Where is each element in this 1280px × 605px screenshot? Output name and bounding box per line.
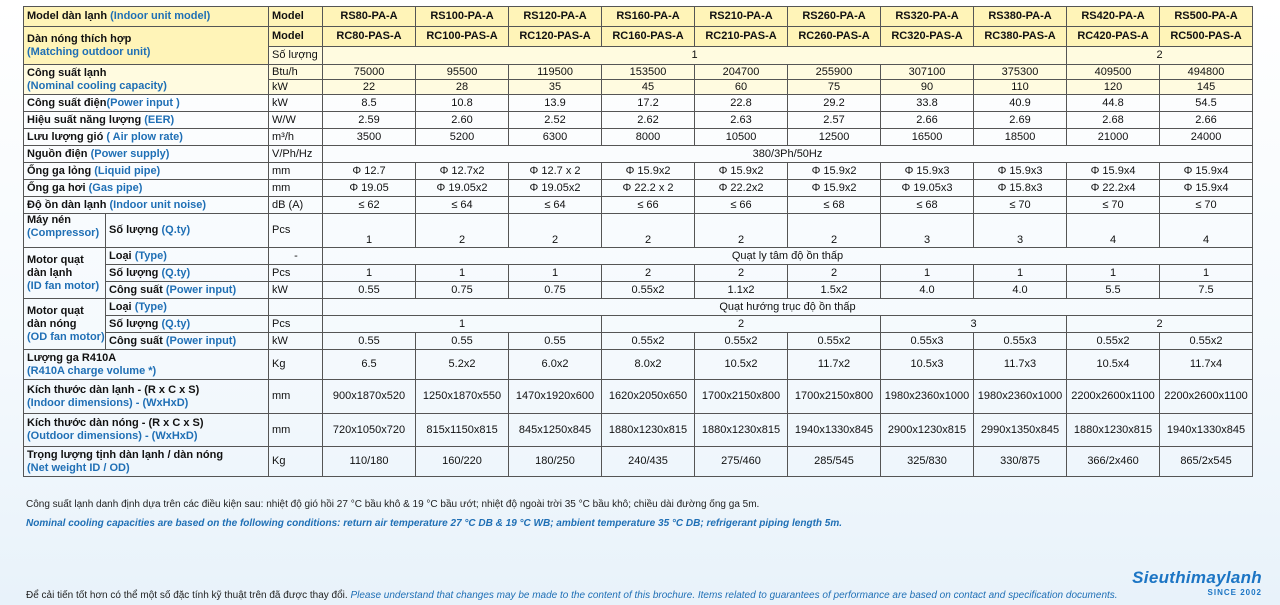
value-cell: 1880x1230x815 [602,414,695,447]
value-cell: 4 [1067,214,1160,248]
brand-since: SINCE 2002 [1207,588,1262,597]
airflow-label: Lưu lượng gió ( Air plow rate) [24,129,269,146]
value-cell: 845x1250x845 [509,414,602,447]
outdoor-model-row [24,27,1253,47]
value-cell: 275/460 [695,447,788,477]
id-fan-type-row [24,248,1253,265]
weight-label: Trọng lượng tịnh dàn lạnh / dàn nóng (Net weight ID / OD) [24,447,269,477]
value-cell: 1940x1330x845 [1160,414,1253,447]
value-cell: 2 [695,265,788,282]
value-cell: 1.1x2 [695,282,788,299]
value-cell: 2.60 [416,112,509,129]
value-cell: 409500 [1067,65,1160,80]
unit-cell: kW [269,333,323,350]
value-cell: 54.5 [1160,95,1253,112]
brand-logo [1132,568,1262,597]
value-cell: 0.55 [323,333,416,350]
value-cell: 160/220 [416,447,509,477]
value-cell: 0.55 [509,333,602,350]
indoor-model: RS80-PA-A [323,7,416,27]
value-cell: 380/3Ph/50Hz [323,146,1253,163]
value-cell: Φ 15.9x4 [1067,163,1160,180]
unit-cell: Pcs [269,214,323,248]
note-vietnamese: Công suất lạnh danh định dựa trên các điều kiện sau: nhiệt độ gió hồi 27 °C bầu khô & 19 °C bầu ướt; nhiệt độ ngoài trời 35 °C bầu khô; chiều dài đường ống ga 5m. [26,499,760,510]
value-cell: 10.5x3 [881,350,974,380]
value-cell: ≤ 66 [602,197,695,214]
value-cell: 18500 [974,129,1067,146]
value-cell: 1620x2050x650 [602,380,695,414]
outdoor-model: RC80-PAS-A [323,27,416,47]
outdoor-model: RC500-PAS-A [1160,27,1253,47]
value-cell: Φ 19.05 [323,180,416,197]
id-fan-qty-row [24,265,1253,282]
value-cell: 11.7x3 [974,350,1067,380]
value-cell: 2.68 [1067,112,1160,129]
value-cell: 11.7x4 [1160,350,1253,380]
eer-row [24,112,1253,129]
value-cell: 1 [881,265,974,282]
power-supply-label: Nguồn điện (Power supply) [24,146,269,163]
value-cell: 6.5 [323,350,416,380]
value-cell: 16500 [881,129,974,146]
outdoor-model: RC260-PAS-A [788,27,881,47]
unit-cell: m³/h [269,129,323,146]
outdoor-model: RC100-PAS-A [416,27,509,47]
value-cell: Quạt ly tâm độ ồn thấp [323,248,1253,265]
value-cell: 2.66 [1160,112,1253,129]
indoor-dim-row [24,380,1253,414]
value-cell: 1470x1920x600 [509,380,602,414]
value-cell: Φ 15.9x4 [1160,180,1253,197]
value-cell: 2 [602,214,695,248]
value-cell: 22.8 [695,95,788,112]
value-cell: 5200 [416,129,509,146]
power-input-label: Công suất điện(Power input ) [24,95,269,112]
outdoor-dim-label: Kích thước dàn nóng - (R x C x S) (Outdoor dimensions) - (WxHxD) [24,414,269,447]
value-cell: 8000 [602,129,695,146]
value-cell: Φ 15.9x4 [1160,163,1253,180]
value-cell: 1 [323,265,416,282]
unit-cell: W/W [269,112,323,129]
value-cell: Φ 12.7x2 [416,163,509,180]
value-cell: 12500 [788,129,881,146]
value-cell: ≤ 70 [1067,197,1160,214]
value-cell: 1980x2360x1000 [881,380,974,414]
value-cell: 1700x2150x800 [695,380,788,414]
value-cell: 145 [1160,80,1253,95]
brand-name: Sieuthimaylanh [1132,568,1262,587]
value-cell: 2 [416,214,509,248]
gas-pipe-label: Ống ga hơi (Gas pipe) [24,180,269,197]
unit-cell: Model [269,7,323,27]
outdoor-model: RC320-PAS-A [881,27,974,47]
value-cell: 0.55 [323,282,416,299]
value-cell: 1 [323,214,416,248]
value-cell: 1940x1330x845 [788,414,881,447]
value-cell: 0.55x2 [788,333,881,350]
value-cell: 29.2 [788,95,881,112]
value-cell: 90 [881,80,974,95]
od-fan-power-label: Công suất (Power input) [106,333,269,350]
unit-cell: mm [269,414,323,447]
indoor-dim-label: Kích thước dàn lạnh - (R x C x S) (Indoor dimensions) - (WxHxD) [24,380,269,414]
value-cell: Φ 19.05x3 [881,180,974,197]
value-cell: 2990x1350x845 [974,414,1067,447]
value-cell: 1 [1160,265,1253,282]
value-cell: 2900x1230x815 [881,414,974,447]
value-cell: 0.55x2 [602,333,695,350]
value-cell: 1880x1230x815 [1067,414,1160,447]
value-cell: ≤ 68 [788,197,881,214]
value-cell: 75000 [323,65,416,80]
indoor-model: RS260-PA-A [788,7,881,27]
unit-cell: Pcs [269,265,323,282]
value-cell: 40.9 [974,95,1067,112]
value-cell: 375300 [974,65,1067,80]
value-cell: Φ 12.7 x 2 [509,163,602,180]
value-cell: 1700x2150x800 [788,380,881,414]
value-cell: 3500 [323,129,416,146]
value-cell: ≤ 66 [695,197,788,214]
value-cell: 10.5x4 [1067,350,1160,380]
capacity-label: Công suất lạnh (Nominal cooling capacity) [24,65,269,95]
indoor-model: RS420-PA-A [1067,7,1160,27]
value-cell: 2.52 [509,112,602,129]
value-cell: Φ 15.9x3 [881,163,974,180]
value-cell: 0.75 [416,282,509,299]
value-cell: 1 [974,265,1067,282]
value-cell: 2 [602,316,881,333]
value-cell: ≤ 70 [974,197,1067,214]
value-cell: 6.0x2 [509,350,602,380]
value-cell: 120 [1067,80,1160,95]
value-cell: 1 [509,265,602,282]
od-fan-type-label: Loại (Type) [106,299,269,316]
indoor-model: RS320-PA-A [881,7,974,27]
value-cell: 10.5x2 [695,350,788,380]
indoor-model: RS380-PA-A [974,7,1067,27]
value-cell: 2 [788,214,881,248]
value-cell: Quạt hướng trục độ ồn thấp [323,299,1253,316]
power-input-row [24,95,1253,112]
outdoor-model: RC380-PAS-A [974,27,1067,47]
value-cell: 2.59 [323,112,416,129]
value-cell: 2 [509,214,602,248]
value-cell: 2 [602,265,695,282]
value-cell: ≤ 70 [1160,197,1253,214]
charge-row [24,350,1253,380]
id-fan-type-label: Loại (Type) [106,248,269,265]
value-cell: 2 [695,214,788,248]
value-cell: 285/545 [788,447,881,477]
value-cell: 0.75 [509,282,602,299]
value-cell: Φ 19.05x2 [509,180,602,197]
capacity-btu-row [24,65,1253,80]
value-cell: 2 [788,265,881,282]
value-cell: 1 [1067,265,1160,282]
unit-cell: mm [269,380,323,414]
value-cell: 2200x2600x1100 [1160,380,1253,414]
footer-english: Please understand that changes may be made to the content of this brochure. Items related to guarantees of performance are based on contact and specification documents. [350,590,1118,601]
value-cell: 0.55x3 [974,333,1067,350]
value-cell: 1880x1230x815 [695,414,788,447]
value-cell: 494800 [1160,65,1253,80]
charge-label: Lượng ga R410A (R410A charge volume *) [24,350,269,380]
unit-cell: Pcs [269,316,323,333]
value-cell: 35 [509,80,602,95]
value-cell: 325/830 [881,447,974,477]
value-cell: 815x1150x815 [416,414,509,447]
unit-cell: Kg [269,447,323,477]
unit-cell: - [269,248,323,265]
value-cell: 119500 [509,65,602,80]
value-cell: 44.8 [1067,95,1160,112]
value-cell: Φ 15.9x2 [788,180,881,197]
airflow-row [24,129,1253,146]
value-cell: 2.57 [788,112,881,129]
value-cell: 10.8 [416,95,509,112]
outdoor-qty: 1 [323,47,1067,65]
unit-cell: Số lượng [269,47,323,65]
unit-cell: Btu/h [269,65,323,80]
value-cell: 24000 [1160,129,1253,146]
unit-cell: mm [269,163,323,180]
unit-cell: Model [269,27,323,47]
unit-cell [269,299,323,316]
outdoor-model: RC160-PAS-A [602,27,695,47]
value-cell: 0.55x2 [1067,333,1160,350]
od-fan-qty-label: Số lượng (Q.ty) [106,316,269,333]
value-cell: 11.7x2 [788,350,881,380]
value-cell: 60 [695,80,788,95]
noise-label: Độ ồn dàn lạnh (Indoor unit noise) [24,197,269,214]
spec-table [23,6,1253,477]
value-cell: 95500 [416,65,509,80]
id-fan-power-row [24,282,1253,299]
value-cell: 180/250 [509,447,602,477]
value-cell: 5.5 [1067,282,1160,299]
indoor-model-label: Model dàn lạnh (Indoor unit model) [24,7,269,27]
value-cell: 10500 [695,129,788,146]
value-cell: 3 [881,214,974,248]
value-cell: 330/875 [974,447,1067,477]
value-cell: 0.55x2 [1160,333,1253,350]
od-fan-power-row [24,333,1253,350]
value-cell: ≤ 64 [509,197,602,214]
value-cell: Φ 15.9x2 [602,163,695,180]
value-cell: 4.0 [881,282,974,299]
value-cell: 1980x2360x1000 [974,380,1067,414]
outdoor-qty: 2 [1067,47,1253,65]
unit-cell: kW [269,95,323,112]
value-cell: Φ 15.8x3 [974,180,1067,197]
power-supply-row [24,146,1253,163]
outdoor-model: RC120-PAS-A [509,27,602,47]
value-cell: 4 [1160,214,1253,248]
unit-cell: V/Ph/Hz [269,146,323,163]
value-cell: 1 [416,265,509,282]
unit-cell: kW [269,282,323,299]
indoor-model: RS100-PA-A [416,7,509,27]
value-cell: Φ 15.9x3 [974,163,1067,180]
value-cell: Φ 22.2x4 [1067,180,1160,197]
value-cell: 17.2 [602,95,695,112]
value-cell: 8.5 [323,95,416,112]
value-cell: 900x1870x520 [323,380,416,414]
outdoor-model: RC210-PAS-A [695,27,788,47]
unit-cell: Kg [269,350,323,380]
indoor-model: RS210-PA-A [695,7,788,27]
value-cell: 2.63 [695,112,788,129]
value-cell: 2.62 [602,112,695,129]
weight-row [24,447,1253,477]
value-cell: 1.5x2 [788,282,881,299]
value-cell: 153500 [602,65,695,80]
value-cell: 21000 [1067,129,1160,146]
od-fan-label: Motor quạt dàn nóng (OD fan motor) [24,299,106,350]
value-cell: 45 [602,80,695,95]
value-cell: 28 [416,80,509,95]
eer-label: Hiệu suất năng lượng (EER) [24,112,269,129]
id-fan-qty-label: Số lượng (Q.ty) [106,265,269,282]
value-cell: Φ 15.9x2 [695,163,788,180]
indoor-model-row [24,7,1253,27]
od-fan-type-row [24,299,1253,316]
value-cell: 307100 [881,65,974,80]
outdoor-model: RC420-PAS-A [1067,27,1160,47]
value-cell: 1 [323,316,602,333]
unit-cell: dB (A) [269,197,323,214]
value-cell: 75 [788,80,881,95]
outdoor-model-label: Dàn nóng thích hợp (Matching outdoor unit) [24,27,269,65]
gas-pipe-row [24,180,1253,197]
value-cell: 255900 [788,65,881,80]
note-english: Nominal cooling capacities are based on the following conditions: return air temperature 27 °C DB & 19 °C WB; ambient temperature 35 °C DB; refrigerant piping length 5m. [26,518,843,529]
noise-row [24,197,1253,214]
value-cell: 33.8 [881,95,974,112]
value-cell: Φ 22.2 x 2 [602,180,695,197]
compressor-row [24,214,1253,248]
value-cell: 2.69 [974,112,1067,129]
value-cell: 4.0 [974,282,1067,299]
value-cell: 110/180 [323,447,416,477]
id-fan-power-label: Công suất (Power input) [106,282,269,299]
od-fan-qty-row [24,316,1253,333]
unit-cell: kW [269,80,323,95]
compressor-qty-label: Số lượng (Q.ty) [106,214,269,248]
value-cell: 240/435 [602,447,695,477]
value-cell: 204700 [695,65,788,80]
value-cell: 5.2x2 [416,350,509,380]
value-cell: 0.55x2 [695,333,788,350]
value-cell: 2.66 [881,112,974,129]
liquid-pipe-label: Ống ga lỏng (Liquid pipe) [24,163,269,180]
value-cell: 0.55x2 [602,282,695,299]
value-cell: 13.9 [509,95,602,112]
value-cell: 7.5 [1160,282,1253,299]
value-cell: 8.0x2 [602,350,695,380]
value-cell: ≤ 64 [416,197,509,214]
value-cell: 110 [974,80,1067,95]
value-cell: 22 [323,80,416,95]
id-fan-label: Motor quạt dàn lạnh (ID fan motor) [24,248,106,299]
value-cell: 3 [881,316,1067,333]
value-cell: 366/2x460 [1067,447,1160,477]
value-cell: ≤ 68 [881,197,974,214]
footer-disclaimer [26,590,1118,601]
value-cell: 0.55 [416,333,509,350]
value-cell: 1250x1870x550 [416,380,509,414]
liquid-pipe-row [24,163,1253,180]
compressor-label: Máy nén (Compressor) [24,214,106,248]
value-cell: 2200x2600x1100 [1067,380,1160,414]
value-cell: Φ 19.05x2 [416,180,509,197]
unit-cell: mm [269,180,323,197]
indoor-model: RS120-PA-A [509,7,602,27]
value-cell: Φ 22.2x2 [695,180,788,197]
value-cell: 2 [1067,316,1253,333]
indoor-model: RS500-PA-A [1160,7,1253,27]
indoor-model: RS160-PA-A [602,7,695,27]
value-cell: 3 [974,214,1067,248]
value-cell: Φ 15.9x2 [788,163,881,180]
outdoor-dim-row [24,414,1253,447]
footer-vietnamese: Để cải tiến tốt hơn có thể một số đặc tính kỹ thuật trên đã được thay đổi. [26,590,348,601]
value-cell: Φ 12.7 [323,163,416,180]
value-cell: 720x1050x720 [323,414,416,447]
value-cell: 0.55x3 [881,333,974,350]
value-cell: 865/2x545 [1160,447,1253,477]
value-cell: ≤ 62 [323,197,416,214]
value-cell: 6300 [509,129,602,146]
